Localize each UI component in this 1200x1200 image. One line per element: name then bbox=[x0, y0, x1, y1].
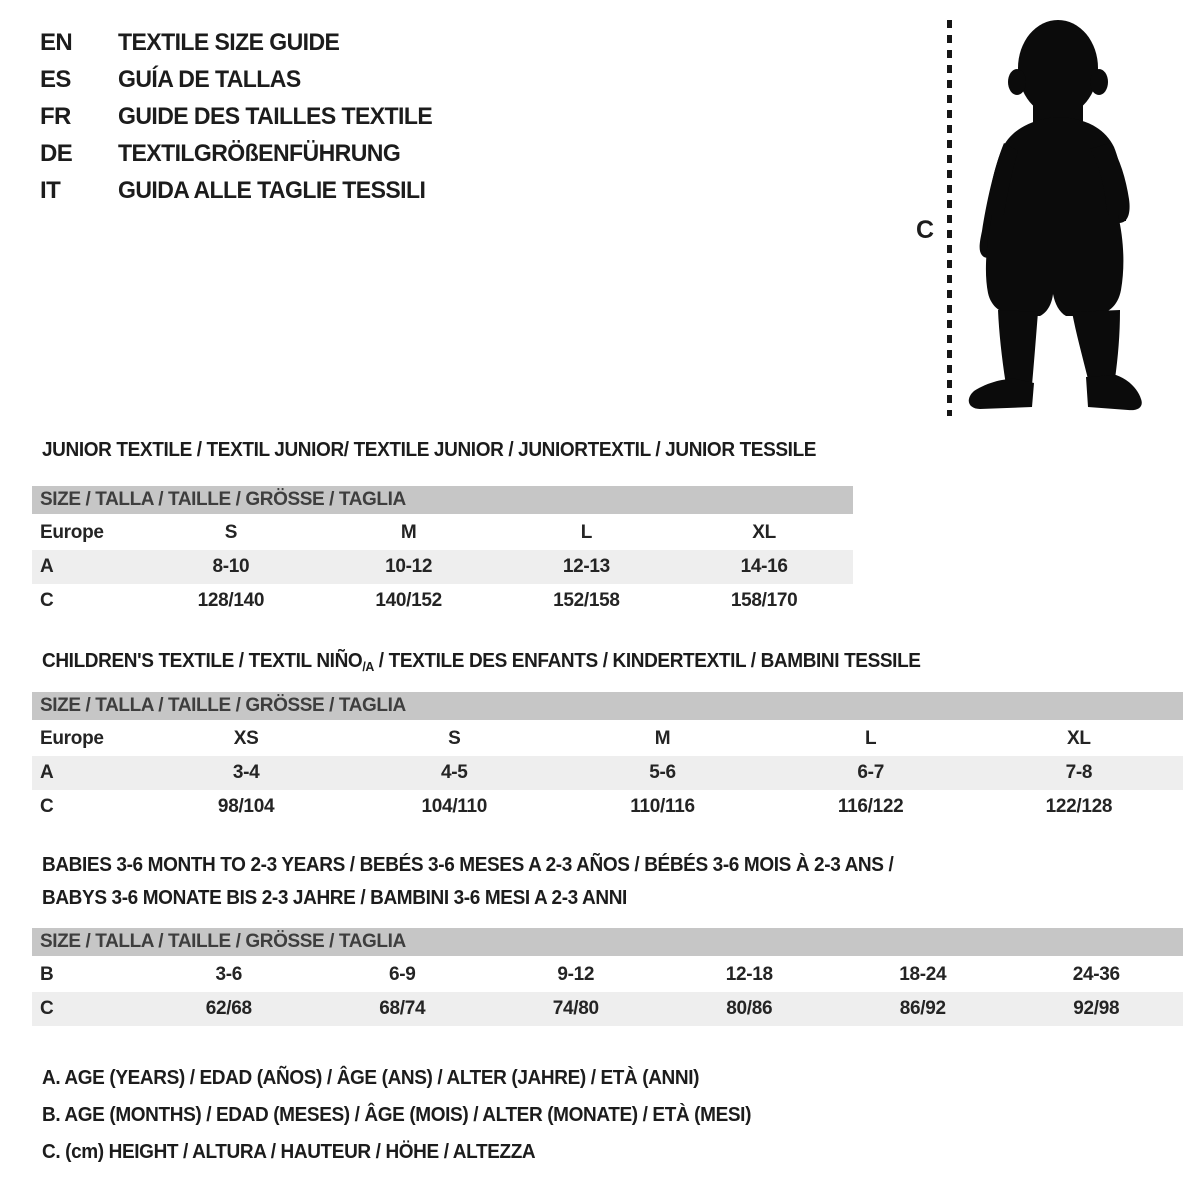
row-value: 24-36 bbox=[1072, 964, 1120, 985]
row-value: S bbox=[224, 522, 238, 543]
row-value: 10-12 bbox=[385, 556, 433, 577]
measurement-figure bbox=[900, 0, 1200, 430]
page-title: GUIDE DES TAILLES TEXTILE bbox=[118, 102, 433, 130]
table-row-europe bbox=[32, 516, 853, 550]
lang-row-it bbox=[40, 172, 445, 209]
row-value: 74/80 bbox=[552, 998, 599, 1019]
row-value: M bbox=[400, 522, 417, 543]
legend-line-c: C. (cm) HEIGHT / ALTURA / HAUTEUR / HÖHE / ALTEZZA bbox=[42, 1141, 536, 1163]
figure-height-label: C bbox=[916, 216, 935, 244]
row-label: C bbox=[40, 796, 54, 817]
page-title: TEXTILGRÖßENFÜHRUNG bbox=[118, 139, 401, 167]
row-value: L bbox=[865, 728, 877, 749]
row-value: 62/68 bbox=[205, 998, 252, 1019]
row-value: 3-6 bbox=[215, 964, 243, 985]
row-label: B bbox=[40, 964, 54, 985]
section-title-text: BABIES 3-6 MONTH TO 2-3 YEARS / BEBÉS 3-6 MESES A 2-3 AÑOS / BÉBÉS 3-6 MOIS À 2-3 ANS / bbox=[42, 854, 894, 876]
row-value: 80/86 bbox=[726, 998, 773, 1019]
row-label: C bbox=[40, 590, 54, 611]
row-value: 14-16 bbox=[740, 556, 788, 577]
legend-block bbox=[42, 1060, 788, 1171]
row-value: XL bbox=[752, 522, 776, 543]
row-value: 7-8 bbox=[1065, 762, 1093, 783]
row-value: 18-24 bbox=[899, 964, 947, 985]
lang-row-de bbox=[40, 135, 445, 172]
row-value: 152/158 bbox=[553, 590, 620, 611]
size-table-header: SIZE / TALLA / TAILLE / GRÖSSE / TAGLIA bbox=[32, 928, 1183, 956]
row-label: C bbox=[40, 998, 54, 1019]
row-label: Europe bbox=[40, 522, 104, 543]
legend-line-b: B. AGE (MONTHS) / EDAD (MESES) / ÂGE (MOIS) / ALTER (MONATE) / ETÀ (MESI) bbox=[42, 1104, 752, 1126]
row-value: L bbox=[580, 522, 593, 543]
section-title-text: BABYS 3-6 MONATE BIS 2-3 JAHRE / BAMBINI 3-6 MESI A 2-3 ANNI bbox=[42, 887, 627, 909]
table-row-europe bbox=[32, 722, 1183, 756]
table-row-months bbox=[32, 958, 1183, 992]
legend-line-a: A. AGE (YEARS) / EDAD (AÑOS) / ÂGE (ANS) / ALTER (JAHRE) / ETÀ (ANNI) bbox=[42, 1067, 700, 1089]
size-table-junior bbox=[32, 486, 853, 618]
row-value: 6-7 bbox=[857, 762, 884, 783]
page-title: GUÍA DE TALLAS bbox=[118, 65, 301, 93]
row-value: 128/140 bbox=[197, 590, 265, 611]
row-value: 12-18 bbox=[725, 964, 773, 985]
row-value: 98/104 bbox=[217, 796, 275, 817]
row-value: XL bbox=[1067, 728, 1091, 749]
section-title-text: JUNIOR TEXTILE / TEXTIL JUNIOR/ TEXTILE JUNIOR / JUNIORTEXTIL / JUNIOR TESSILE bbox=[42, 439, 817, 461]
row-label: A bbox=[40, 762, 54, 783]
table-row-age bbox=[32, 756, 1183, 790]
toddler-silhouette-icon bbox=[960, 15, 1145, 420]
row-label: A bbox=[40, 556, 54, 577]
row-value: 104/110 bbox=[421, 796, 488, 817]
section-title-junior bbox=[42, 434, 816, 467]
title-block bbox=[40, 24, 445, 209]
section-title-children bbox=[42, 645, 921, 683]
row-value: 158/170 bbox=[730, 590, 798, 611]
row-value: 3-4 bbox=[232, 762, 260, 783]
size-table-children bbox=[32, 692, 1183, 824]
table-row-age bbox=[32, 550, 853, 584]
lang-row-es bbox=[40, 61, 445, 98]
row-value: 86/92 bbox=[899, 998, 946, 1019]
row-value: 116/122 bbox=[837, 796, 904, 817]
row-value: M bbox=[654, 728, 671, 749]
lang-code: IT bbox=[40, 176, 61, 204]
row-value: 6-9 bbox=[388, 964, 416, 985]
lang-code: DE bbox=[40, 139, 73, 167]
row-value: 4-5 bbox=[441, 762, 468, 783]
page-title: TEXTILE SIZE GUIDE bbox=[118, 28, 340, 56]
lang-code: ES bbox=[40, 65, 71, 93]
lang-row-fr bbox=[40, 98, 445, 135]
size-table-babies bbox=[32, 928, 1183, 1026]
row-value: 9-12 bbox=[557, 964, 595, 985]
height-measure-line bbox=[947, 20, 952, 416]
section-title-subscript: /A bbox=[362, 659, 374, 674]
lang-code: FR bbox=[40, 102, 71, 130]
row-value: 140/152 bbox=[375, 590, 442, 611]
page-title: GUIDA ALLE TAGLIE TESSILI bbox=[118, 176, 426, 204]
row-value: 12-13 bbox=[562, 556, 610, 577]
row-value: 92/98 bbox=[1073, 998, 1120, 1019]
row-value: 8-10 bbox=[212, 556, 250, 577]
row-value: S bbox=[448, 728, 461, 749]
lang-row-en bbox=[40, 24, 445, 61]
table-row-height bbox=[32, 992, 1183, 1026]
section-title-babies bbox=[42, 849, 893, 915]
row-value: XS bbox=[233, 728, 259, 749]
row-value: 122/128 bbox=[1045, 796, 1113, 817]
size-table-header: SIZE / TALLA / TAILLE / GRÖSSE / TAGLIA bbox=[32, 692, 1183, 720]
row-value: 110/116 bbox=[630, 796, 695, 817]
table-row-height bbox=[32, 790, 1183, 824]
section-title-text: / TEXTILE DES ENFANTS / KINDERTEXTIL / BAMBINI TESSILE bbox=[373, 650, 921, 672]
row-label: Europe bbox=[40, 728, 104, 749]
section-title-text: CHILDREN'S TEXTILE / TEXTIL NIÑO bbox=[42, 650, 363, 672]
row-value: 68/74 bbox=[379, 998, 426, 1019]
row-value: 5-6 bbox=[649, 762, 676, 783]
lang-code: EN bbox=[40, 28, 73, 56]
size-table-header: SIZE / TALLA / TAILLE / GRÖSSE / TAGLIA bbox=[32, 486, 853, 514]
table-row-height bbox=[32, 584, 853, 618]
